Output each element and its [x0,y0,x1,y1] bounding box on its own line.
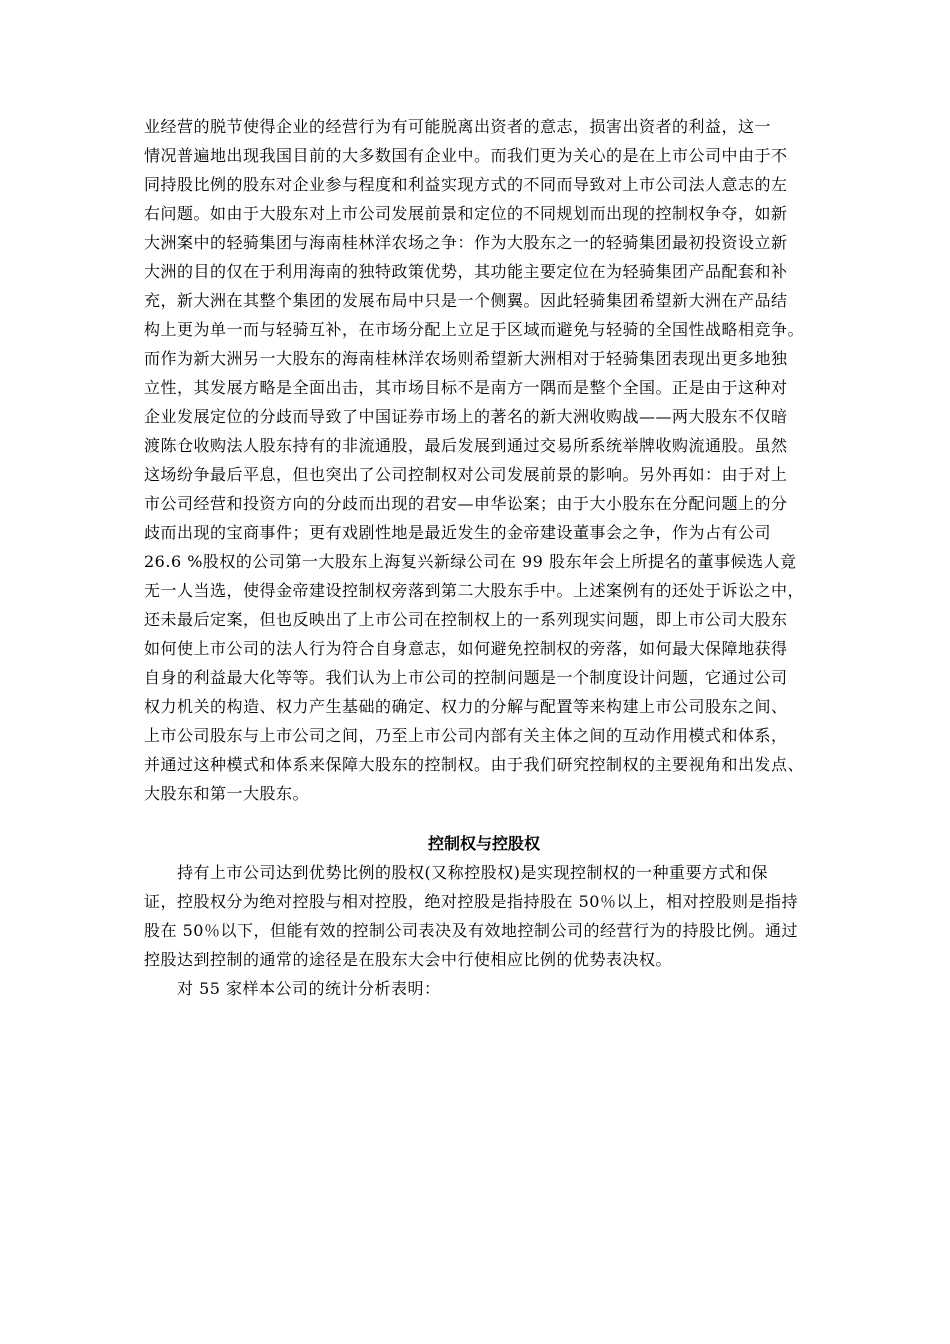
paragraph-line: 渡陈仓收购法人股东持有的非流通股，最后发展到通过交易所系统举牌收购流通股。虽然 [144,436,788,455]
paragraph-line: 大股东和第一大股东。 [144,784,310,803]
paragraph-line: 市公司经营和投资方向的分歧而出现的君安—申华讼案；由于大小股东在分配问题上的分 [144,494,788,513]
paragraph-line: 如何使上市公司的法人行为符合自身意志，如何避免控制权的旁落，如何最大保障地获得 [144,639,788,658]
paragraph-line: 同持股比例的股东对企业参与程度和利益实现方式的不同而导致对上市公司法人意志的左 [144,175,788,194]
paragraph-line: 上市公司股东与上市公司之间，乃至上市公司内部有关主体之间的互动作用模式和体系， [144,726,788,745]
paragraph-line: 证，控股权分为绝对控股与相对控股，绝对控股是指持股在 50％以上，相对控股则是指持 [144,892,798,911]
paragraph-line: 构上更为单一而与轻骑互补，在市场分配上立足于区域而避免与轻骑的全国性战略相竞争。 [144,320,805,339]
paragraph-line: 充，新大洲在其整个集团的发展布局中只是一个侧翼。因此轻骑集团希望新大洲在产品结 [144,291,788,310]
paragraph-line: 情况普遍地出现我国目前的大多数国有企业中。而我们更为关心的是在上市公司中由于不 [144,146,788,165]
paragraph-line: 26.6 %股权的公司第一大股东上海复兴新绿公司在 99 股东年会上所提名的董事候选人竟 [144,552,797,571]
paragraph-line: 右问题。如由于大股东对上市公司发展前景和定位的不同规划而出现的控制权争夺，如新 [144,204,788,223]
paragraph-line: 还未最后定案，但也反映出了上市公司在控制权上的一系列现实问题，即上市公司大股东 [144,610,788,629]
paragraph-line: 控股达到控制的通常的途径是在股东大会中行使相应比例的优势表决权。 [144,950,673,969]
paragraph-line: 股在 50％以下，但能有效的控制公司表决及有效地控制公司的经营行为的持股比例。通过 [144,921,798,940]
paragraph-line: 大洲的目的仅在于利用海南的独特政策优势，其功能主要定位在为轻骑集团产品配套和补 [144,262,788,281]
paragraph-line: 持有上市公司达到优势比例的股权(又称控股权)是实现控制权的一种重要方式和保 [144,863,768,882]
paragraph-line: 权力机关的构造、权力产生基础的确定、权力的分解与配置等来构建上市公司股东之间、 [144,697,788,716]
paragraph-line: 对 55 家样本公司的统计分析表明： [144,979,441,998]
paragraph-line: 自身的利益最大化等等。我们认为上市公司的控制问题是一个制度设计问题，它通过公司 [144,668,788,687]
section-heading: 控制权与控股权 [427,834,540,853]
paragraph-line: 大洲案中的轻骑集团与海南桂林洋农场之争：作为大股东之一的轻骑集团最初投资设立新 [144,233,788,252]
paragraph-line: 企业发展定位的分歧而导致了中国证券市场上的著名的新大洲收购战——两大股东不仅暗 [144,407,788,426]
paragraph-line: 这场纷争最后平息，但也突出了公司控制权对公司发展前景的影响。另外再如：由于对上 [144,465,788,484]
paragraph-line: 歧而出现的宝商事件；更有戏剧性地是最近发生的金帝建设董事会之争，作为占有公司 [144,523,772,542]
paragraph-line: 并通过这种模式和体系来保障大股东的控制权。由于我们研究控制权的主要视角和出发点、 [144,755,805,774]
paragraph-line: 立性，其发展方略是全面出击，其市场目标不是南方一隅而是整个全国。正是由于这种对 [144,378,788,397]
paragraph-line: 而作为新大洲另一大股东的海南桂林洋农场则希望新大洲相对于轻骑集团表现出更多地独 [144,349,788,368]
paragraph-line: 无一人当选，使得金帝建设控制权旁落到第二大股东手中。上述案例有的还处于诉讼之中， [144,581,805,600]
paragraph-line: 业经营的脱节使得企业的经营行为有可能脱离出资者的意志，损害出资者的利益，这一 [144,117,772,136]
